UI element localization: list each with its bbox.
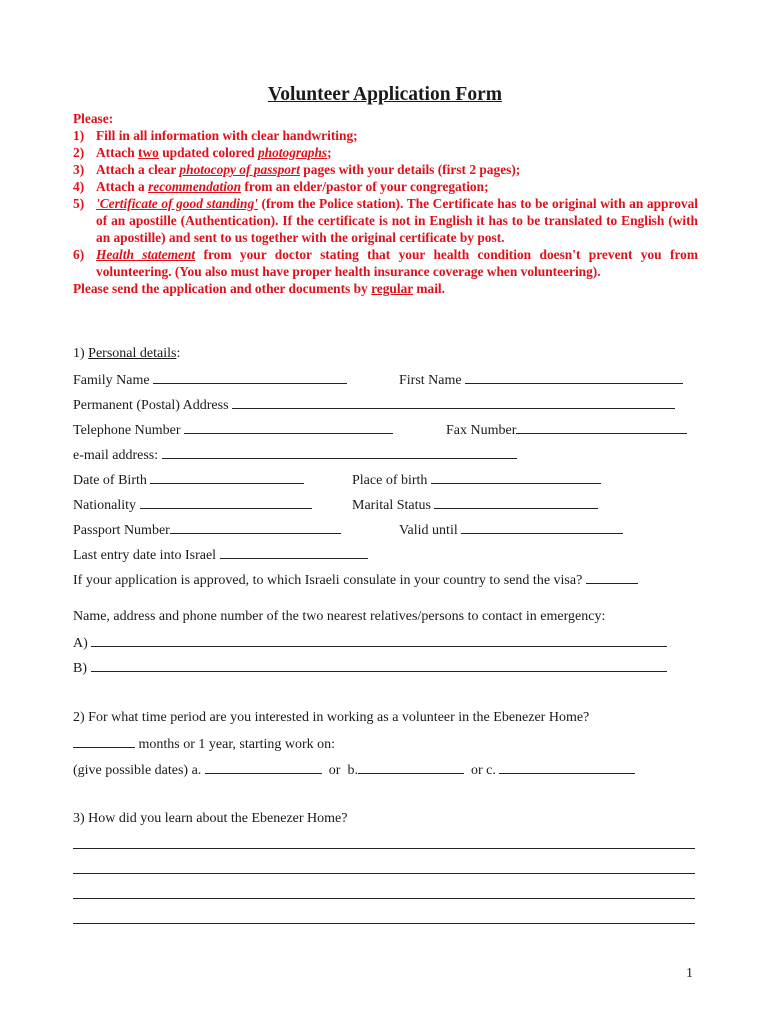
instruction-text — [96, 246, 698, 280]
fax-row: Fax Number — [446, 421, 687, 439]
dob-field[interactable] — [150, 471, 304, 484]
pob-row: Place of birth — [352, 471, 601, 489]
nationality-field[interactable] — [140, 496, 312, 509]
instruction-number: 1) — [73, 128, 85, 143]
instruction-text — [96, 127, 698, 144]
dates-row: (give possible dates) a. or b. or c. — [73, 761, 635, 779]
valid-until-field[interactable] — [461, 521, 623, 534]
instruction-text — [96, 178, 698, 195]
marital-row: Marital Status — [352, 496, 598, 514]
emphasized-text: photocopy of passport — [179, 162, 300, 177]
send-instructions — [73, 280, 698, 297]
marital-field[interactable] — [434, 496, 598, 509]
emphasized-text: recommendation — [148, 179, 242, 194]
relative-a-row: A) — [73, 634, 667, 652]
instruction-item — [73, 127, 698, 144]
instruction-number: 6) — [73, 247, 85, 262]
instruction-item — [73, 161, 698, 178]
answer-line[interactable] — [73, 848, 695, 849]
text-run: Attach a clear — [96, 162, 180, 177]
section2-question: 2) For what time period are you interested in working as a volunteer in the Ebenezer Home? — [73, 710, 590, 725]
form-title: Volunteer Application Form — [267, 84, 502, 105]
instruction-number: 5) — [73, 196, 85, 211]
page-number: 1 — [686, 966, 693, 981]
text-run: Fill in all information with clear handwriting; — [96, 128, 358, 143]
date-a-field[interactable] — [205, 761, 322, 774]
first-name-row: First Name — [399, 371, 683, 389]
consulate-row: If your application is approved, to which Israeli consulate in your country to send the visa? — [73, 571, 638, 589]
emphasized-text: photographs — [257, 145, 328, 160]
section3-question: 3) How did you learn about the Ebenezer Home? — [73, 811, 348, 826]
first-name-field[interactable] — [465, 371, 683, 384]
text-run: pages with your details (first 2 pages); — [299, 162, 521, 177]
instructions-heading: Please: — [73, 111, 114, 126]
date-b-field[interactable] — [358, 761, 464, 774]
instruction-text — [96, 161, 698, 178]
instruction-item — [73, 195, 698, 246]
relative-a-field[interactable] — [91, 634, 667, 647]
passport-field[interactable] — [170, 521, 341, 534]
text-run: Please send the application and other documents by — [73, 281, 372, 296]
family-name-row: Family Name — [73, 371, 347, 389]
last-entry-field[interactable] — [220, 546, 368, 559]
answer-line[interactable] — [73, 873, 695, 874]
text-run: (from the Police station). The Certificate has to be original with an approval of an apostille (Authentication). If the certificate is not in English it has to be translated to English (with an apostille) and sent to us together with the original certificate by post. — [96, 196, 699, 245]
instruction-text — [96, 144, 698, 161]
answer-line[interactable] — [73, 898, 695, 899]
instruction-text — [96, 195, 698, 246]
consulate-field[interactable] — [586, 571, 638, 584]
instructions-list — [73, 127, 698, 280]
valid-until-row: Valid until — [399, 521, 623, 539]
address-row: Permanent (Postal) Address — [73, 396, 675, 414]
relative-b-field[interactable] — [91, 659, 667, 672]
instruction-number: 4) — [73, 179, 85, 194]
email-row: e-mail address: — [73, 446, 517, 464]
instruction-item — [73, 246, 698, 280]
section1-heading: 1) Personal details: — [73, 346, 181, 361]
relatives-question: Name, address and phone number of the two nearest relatives/persons to contact in emergency: — [73, 609, 606, 624]
instruction-item — [73, 144, 698, 161]
text-run: ; — [327, 145, 332, 160]
emphasized-text: two — [138, 145, 159, 160]
family-name-field[interactable] — [153, 371, 347, 384]
instruction-item — [73, 178, 698, 195]
text-run: updated colored — [158, 145, 258, 160]
emphasized-text: regular — [371, 281, 413, 296]
email-field[interactable] — [162, 446, 517, 459]
fax-field[interactable] — [516, 421, 687, 434]
telephone-field[interactable] — [184, 421, 393, 434]
months-field[interactable] — [73, 735, 135, 748]
nationality-row: Nationality — [73, 496, 312, 514]
last-entry-row: Last entry date into Israel — [73, 546, 368, 564]
relative-b-row: B) — [73, 659, 667, 677]
pob-field[interactable] — [431, 471, 601, 484]
answer-line[interactable] — [73, 923, 695, 924]
dob-row: Date of Birth — [73, 471, 304, 489]
date-c-field[interactable] — [499, 761, 635, 774]
text-run: mail. — [413, 281, 445, 296]
instructions — [73, 110, 698, 297]
address-field[interactable] — [232, 396, 675, 409]
text-run: Attach a — [96, 179, 149, 194]
personal-details-label: Personal details — [88, 346, 177, 361]
instruction-number: 2) — [73, 145, 85, 160]
text-run: Attach — [96, 145, 139, 160]
emphasized-text: 'Certificate of good standing' — [96, 196, 258, 211]
passport-row: Passport Number — [73, 521, 341, 539]
emphasized-text: Health statement — [96, 247, 196, 262]
text-run: from your doctor stating that your health condition doesn't prevent you from volunteering. (You also must have proper health insurance coverage when volunteering). — [96, 247, 699, 279]
telephone-row: Telephone Number — [73, 421, 393, 439]
months-row: months or 1 year, starting work on: — [73, 735, 335, 753]
text-run: from an elder/pastor of your congregation; — [241, 179, 489, 194]
instruction-number: 3) — [73, 162, 85, 177]
